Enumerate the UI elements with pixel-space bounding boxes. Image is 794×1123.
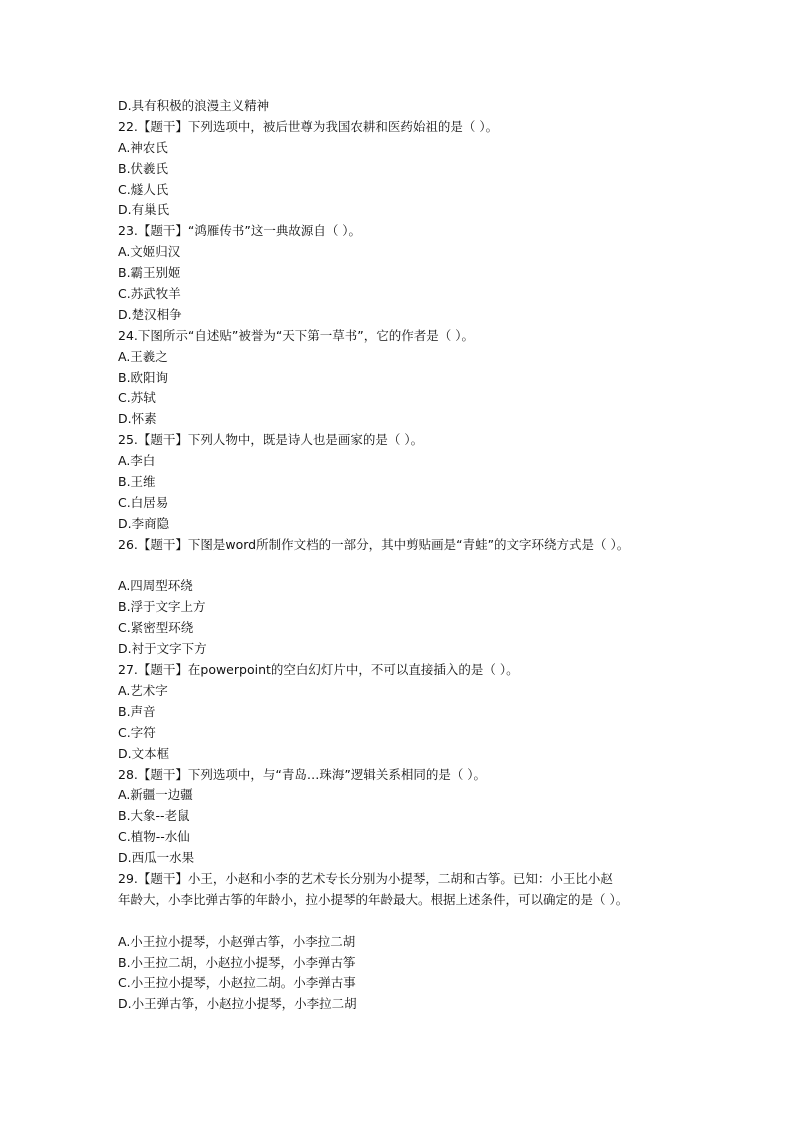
option-b-q27: B.声音 [118, 703, 156, 719]
question-29-line-1: 29.【题干】小王，小赵和小李的艺术专长分别为小提琴，二胡和古筝。已知：小王比小赵 [118, 870, 613, 886]
option-c-q25: C.白居易 [118, 494, 169, 510]
option-c-q22: C.燧人氏 [118, 181, 169, 197]
option-c-q23: C.苏武牧羊 [118, 286, 181, 302]
option-a-q22: A.神农氏 [118, 139, 168, 155]
question-22: 22.【题干】下列选项中，被后世尊为我国农耕和医药始祖的是（ ）。 [118, 118, 499, 134]
document-body [118, 96, 718, 1015]
question-26: 26.【题干】下图是word所制作文档的一部分，其中剪贴画是“青蛙”的文字环绕方式是（ ）。 [118, 536, 630, 552]
blank-line [118, 556, 718, 577]
option-a-q27: A.艺术字 [118, 682, 168, 698]
option-b-q24: B.欧阳询 [118, 369, 169, 385]
option-a-q24: A.王羲之 [118, 348, 168, 364]
option-d-q24: D.怀素 [118, 411, 157, 427]
option-c-q29: C.小王拉小提琴，小赵拉二胡。小李弹古事 [118, 975, 356, 991]
question-28: 28.【题干】下列选项中，与“青岛…珠海”逻辑关系相同的是（ ）。 [118, 766, 487, 782]
option-a-q29: A.小王拉小提琴，小赵弹古筝，小李拉二胡 [118, 933, 356, 949]
question-29-line-2: 年龄大，小李比弹古筝的年龄小，拉小提琴的年龄最大。根据上述条件，可以确定的是（ ）。 [118, 891, 629, 907]
option-b-q23: B.霸王别姬 [118, 265, 181, 281]
option-c-q27: C.字符 [118, 724, 156, 740]
option-d-q29: D.小王弹古筝，小赵拉小提琴，小李拉二胡 [118, 996, 357, 1012]
option-b-q22: B.伏羲氏 [118, 160, 169, 176]
option-a-q23: A.文姬归汉 [118, 244, 181, 260]
option-b-q25: B.王维 [118, 474, 156, 490]
option-c-q28: C.植物--水仙 [118, 829, 190, 845]
option-d-q23: D.楚汉相争 [118, 306, 182, 322]
question-27: 27.【题干】在powerpoint的空白幻灯片中，不可以直接插入的是（ ）。 [118, 662, 519, 678]
option-b-q29: B.小王拉二胡，小赵拉小提琴，小李弹古筝 [118, 954, 356, 970]
blank-line [118, 911, 718, 932]
question-23: 23.【题干】“鸿雁传书”这一典故源自（ ）。 [118, 223, 362, 239]
option-a-q28: A.新疆一边疆 [118, 787, 193, 803]
option-b-q28: B.大象--老鼠 [118, 808, 190, 824]
question-24: 24.下图所示“自述贴”被誉为“天下第一草书”，它的作者是（ ）。 [118, 327, 475, 343]
option-d-q22: D.有巢氏 [118, 202, 170, 218]
option-c-q24: C.苏轼 [118, 390, 156, 406]
question-25: 25.【题干】下列人物中，既是诗人也是画家的是（ ）。 [118, 432, 424, 448]
option-a-q25: A.李白 [118, 453, 156, 469]
option-c-q26: C.紧密型环绕 [118, 620, 194, 636]
option-d-q26: D.衬于文字下方 [118, 641, 207, 657]
option-d-q28: D.西瓜一水果 [118, 850, 195, 866]
option-a-q26: A.四周型环绕 [118, 578, 193, 594]
option-d-q21: D.具有积极的浪漫主义精神 [118, 98, 270, 113]
option-d-q27: D.文本框 [118, 745, 170, 761]
option-d-q25: D.李商隐 [118, 515, 170, 531]
option-b-q26: B.浮于文字上方 [118, 599, 206, 615]
